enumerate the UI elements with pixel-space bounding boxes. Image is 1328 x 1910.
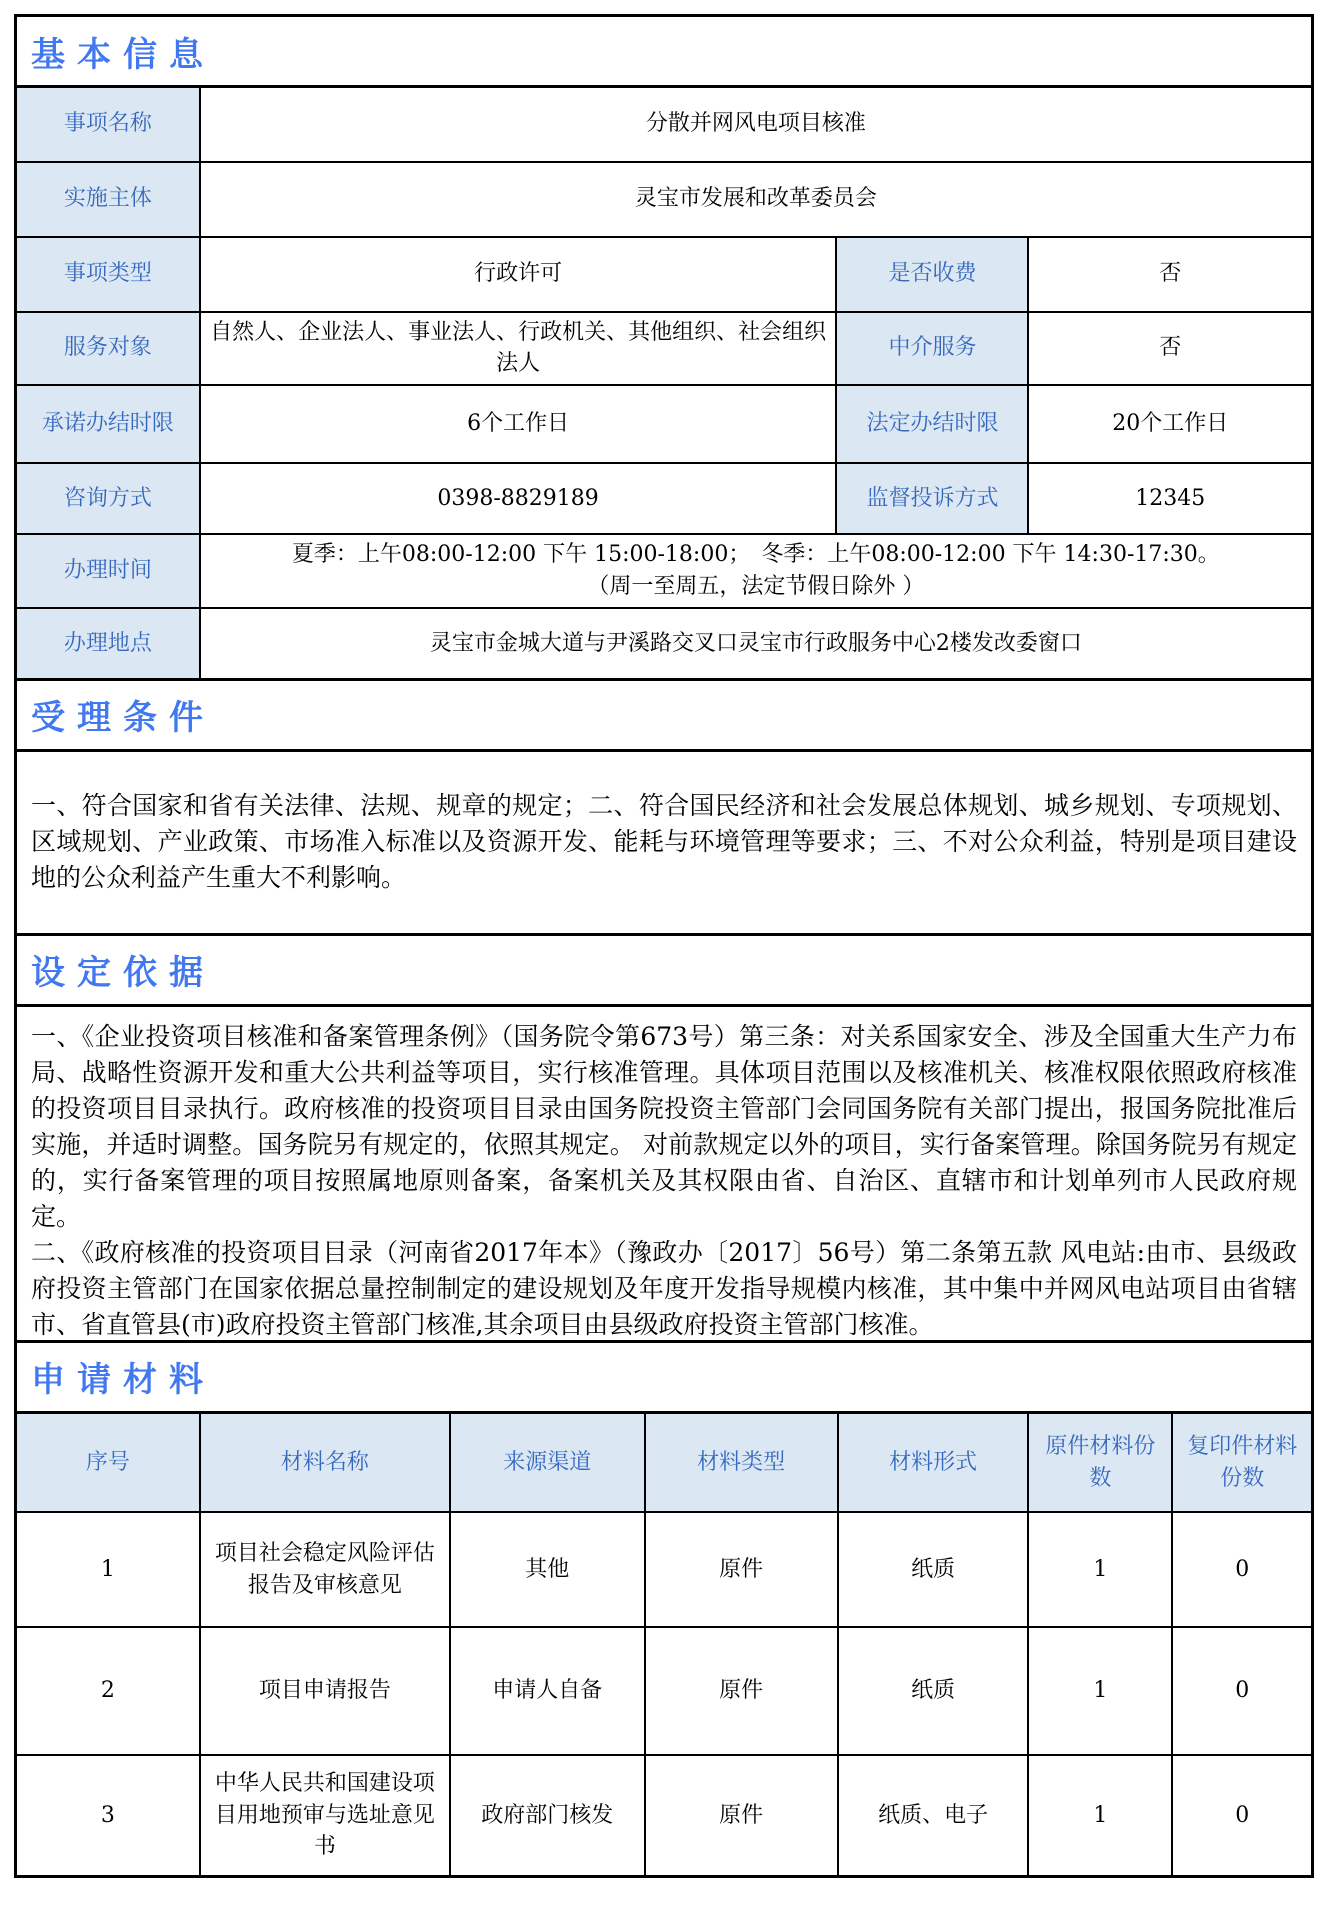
header-material-type: 材料类型 — [645, 1412, 838, 1512]
item-name-label: 事项名称 — [16, 87, 200, 162]
material-original-count: 1 — [1028, 1627, 1172, 1755]
material-original-count: 1 — [1028, 1512, 1172, 1627]
table-row — [16, 87, 1313, 162]
material-type: 原件 — [645, 1755, 838, 1876]
material-seq: 3 — [16, 1755, 200, 1876]
material-form: 纸质 — [838, 1512, 1029, 1627]
material-name: 项目申请报告 — [200, 1627, 450, 1755]
consult-value: 0398-8829189 — [200, 463, 837, 534]
office-hours-value — [200, 534, 1313, 608]
materials-table — [14, 1411, 1314, 1878]
material-source: 申请人自备 — [450, 1627, 645, 1755]
implementer-value: 灵宝市发展和改革委员会 — [200, 162, 1313, 237]
material-source: 其他 — [450, 1512, 645, 1627]
service-target-value: 自然人、企业法人、事业法人、行政机关、其他组织、社会组织法人 — [200, 312, 837, 386]
table-row — [16, 1755, 1313, 1876]
material-copy-count: 0 — [1172, 1627, 1312, 1755]
material-copy-count: 0 — [1172, 1512, 1312, 1627]
section-title-conditions — [14, 678, 1314, 752]
implementer-label: 实施主体 — [16, 162, 200, 237]
charge-value: 否 — [1028, 237, 1312, 312]
section-title-basic-info-label: 基本信息 — [31, 34, 215, 75]
material-seq: 2 — [16, 1627, 200, 1755]
item-type-label: 事项类型 — [16, 237, 200, 312]
basis-paragraph-1: 一、《企业投资项目核准和备案管理条例》（国务院令第673号）第三条：对关系国家安全、涉及全国重大生产力布局、战略性资源开发和重大公共利益等项目，实行核准管理。具体项目范围以及核准机关、核准权限依照政府核准的投资项目目录执行。政府核准的投资项目目录由国务院投资主管部门会同国务院有关部门提出，报国务院批准后实施，并适时调整。国务院另有规定的，依照其规定。 对前款规定以外的项目，实行备案管理。除国务院另有规定的，实行备案管理的项目按照属地原则备案，备案机关及其权限由省、自治区、直辖市和计划单列市人民政府规定。 — [31, 1021, 1297, 1231]
section-title-materials — [14, 1340, 1314, 1414]
location-value: 灵宝市金城大道与尹溪路交叉口灵宝市行政服务中心2楼发改委窗口 — [200, 608, 1313, 679]
section-title-conditions-label: 受理条件 — [31, 698, 215, 739]
charge-label: 是否收费 — [836, 237, 1028, 312]
material-source: 政府部门核发 — [450, 1755, 645, 1876]
conditions-content — [14, 749, 1314, 936]
basic-info-table — [14, 85, 1314, 681]
header-seq-no: 序号 — [16, 1412, 200, 1512]
promised-limit-label: 承诺办结时限 — [16, 385, 200, 463]
office-hours-line1: 夏季：上午08:00-12:00 下午 15:00-18:00； 冬季：上午08:00-12:00 下午 14:30-17:30。 — [291, 542, 1220, 568]
item-name-value: 分散并网风电项目核准 — [200, 87, 1313, 162]
intermediary-value: 否 — [1028, 312, 1312, 386]
legal-limit-label: 法定办结时限 — [836, 385, 1028, 463]
table-row — [16, 162, 1313, 237]
complaint-label: 监督投诉方式 — [836, 463, 1028, 534]
material-original-count: 1 — [1028, 1755, 1172, 1876]
consult-label: 咨询方式 — [16, 463, 200, 534]
table-row — [16, 463, 1313, 534]
material-copy-count: 0 — [1172, 1755, 1312, 1876]
section-title-basic-info — [14, 14, 1314, 88]
complaint-value: 12345 — [1028, 463, 1312, 534]
material-name: 中华人民共和国建设项目用地预审与选址意见书 — [200, 1755, 450, 1876]
basis-paragraph-2: 二、《政府核准的投资项目目录（河南省2017年本》（豫政办〔2017〕56号）第二条第五款 风电站:由市、县级政府投资主管部门在国家依据总量控制制定的建设规划及年度开发指导规模内核准，其中集中并网风电站项目由省辖市、省直管县(市)政府投资主管部门核准,其余项目由县级政府投资主管部门核准。 — [31, 1237, 1297, 1339]
legal-limit-value: 20个工作日 — [1028, 385, 1312, 463]
section-title-basis-label: 设定依据 — [31, 953, 215, 994]
service-target-label: 服务对象 — [16, 312, 200, 386]
table-row — [16, 385, 1313, 463]
section-title-basis — [14, 933, 1314, 1007]
basis-content — [14, 1004, 1314, 1343]
office-hours-line2: （周一至周五，法定节假日除外 ） — [587, 574, 925, 600]
material-form: 纸质 — [838, 1627, 1029, 1755]
table-row — [16, 608, 1313, 679]
table-row — [16, 1512, 1313, 1627]
material-type: 原件 — [645, 1512, 838, 1627]
intermediary-label: 中介服务 — [836, 312, 1028, 386]
header-source-channel: 来源渠道 — [450, 1412, 645, 1512]
material-form: 纸质、电子 — [838, 1755, 1029, 1876]
header-photocopy-copies: 复印件材料份数 — [1172, 1412, 1312, 1512]
header-material-form: 材料形式 — [838, 1412, 1029, 1512]
material-seq: 1 — [16, 1512, 200, 1627]
table-row — [16, 534, 1313, 608]
table-row — [16, 312, 1313, 386]
header-original-copies: 原件材料份数 — [1028, 1412, 1172, 1512]
section-title-materials-label: 申请材料 — [31, 1360, 215, 1401]
conditions-text: 一、符合国家和省有关法律、法规、规章的规定；二、符合国民经济和社会发展总体规划、城乡规划、专项规划、区域规划、产业政策、市场准入标准以及资源开发、能耗与环境管理等要求；三、不对公众利益，特别是项目建设地的公众利益产生重大不利影响。 — [31, 791, 1297, 893]
promised-limit-value: 6个工作日 — [200, 385, 837, 463]
table-row — [16, 237, 1313, 312]
material-name: 项目社会稳定风险评估报告及审核意见 — [200, 1512, 450, 1627]
table-row — [16, 1627, 1313, 1755]
header-material-name: 材料名称 — [200, 1412, 450, 1512]
office-hours-label: 办理时间 — [16, 534, 200, 608]
materials-header-row — [16, 1412, 1313, 1512]
item-type-value: 行政许可 — [200, 237, 837, 312]
location-label: 办理地点 — [16, 608, 200, 679]
material-type: 原件 — [645, 1627, 838, 1755]
